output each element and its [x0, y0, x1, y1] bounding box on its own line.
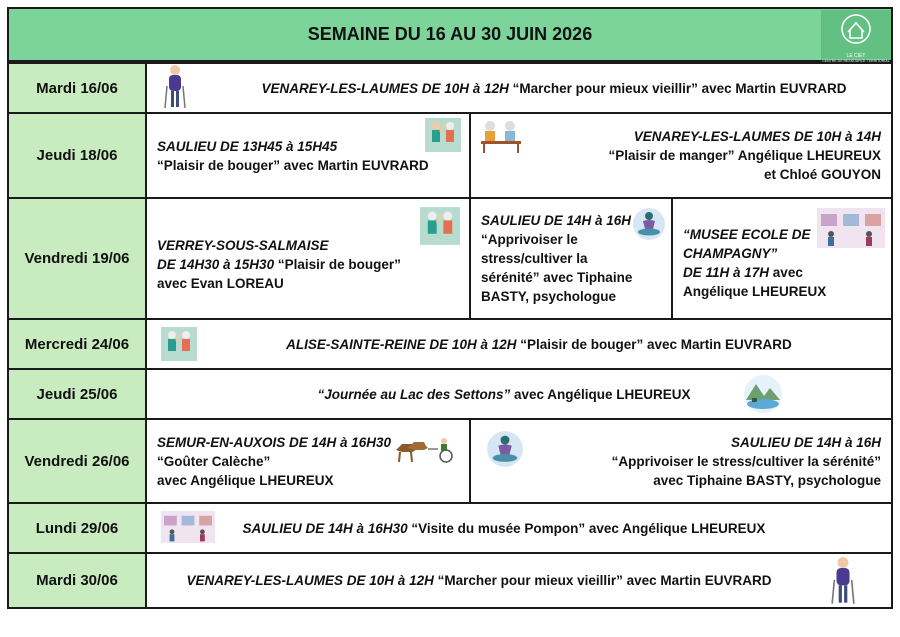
event-description: avec	[769, 264, 803, 280]
event-location: VENAREY-LES-LAUMES DE 10H à 12H	[261, 80, 509, 96]
event-location: “Journée au Lac des Settons”	[317, 386, 511, 402]
event-description: avec Angélique LHEUREUX	[510, 386, 691, 402]
logo	[821, 10, 891, 63]
event-location: “MUSEE ECOLE DE	[683, 226, 811, 242]
event-description: sérénité” avec Tiphaine	[481, 270, 633, 285]
event-description: “Plaisir de manger” Angélique LHEUREUX	[608, 148, 881, 163]
elderly-walker-icon	[830, 556, 856, 606]
horse-carriage-icon	[394, 436, 456, 464]
event-description: “Plaisir de bouger” avec Martin EUVRARD	[516, 336, 792, 352]
day-cell: Vendredi 19/06	[7, 197, 147, 320]
event-description: stress/cultiver la	[481, 251, 588, 266]
day-cell: Lundi 29/06	[7, 502, 147, 554]
event-description: et Chloé GOUYON	[763, 167, 881, 182]
event-time: DE 11H à 17H	[683, 264, 770, 280]
event-description: “Apprivoiser le stress/cultiver la sérénité”	[611, 453, 881, 469]
event-location: VENAREY-LES-LAUMES DE 10H à 14H	[633, 129, 881, 144]
event-host: Angélique LHEUREUX	[683, 283, 827, 299]
event-location: SAULIEU DE 13H45 à 15H45	[157, 138, 338, 154]
event-cell	[145, 502, 893, 554]
event-location: VERREY-SOUS-SALMAISE	[157, 238, 329, 253]
day-cell: Jeudi 18/06	[7, 112, 147, 199]
dining-icon	[478, 118, 524, 154]
event-location: ALISE-SAINTE-REINE DE 10H à 12H	[286, 336, 517, 352]
lake-landscape-icon	[742, 374, 784, 414]
day-cell: Mercredi 24/06	[7, 318, 147, 370]
house-logo-icon	[821, 10, 891, 48]
logo-subtitle: CENTRE DE RESSOURCE TERRITORIAL	[822, 59, 890, 63]
event-description: “Marcher pour mieux vieillir” avec Martin EUVRARD	[433, 573, 772, 588]
event-cell	[145, 112, 471, 199]
day-cell: Jeudi 25/06	[7, 368, 147, 420]
exercise-icon	[161, 326, 197, 362]
event-time: DE 14H30 à 15H30	[157, 257, 275, 272]
day-cell: Vendredi 26/06	[7, 418, 147, 504]
event-cell	[469, 418, 893, 504]
page-title-bar	[7, 7, 893, 62]
event-cell	[145, 62, 893, 114]
event-location: SAULIEU DE 14H à 16H	[481, 213, 632, 228]
event-location: CHAMPAGNY”	[683, 245, 778, 261]
event-description: “Goûter Calèche”	[157, 453, 271, 469]
logo-name: LE CIET	[846, 53, 866, 59]
event-description: “Marcher pour mieux vieillir” avec Martin EUVRARD	[508, 80, 847, 96]
event-description: “Plaisir de bouger” avec Martin EUVRARD	[157, 157, 429, 173]
day-cell: Mardi 16/06	[7, 62, 147, 114]
exercise-icon	[425, 118, 461, 152]
event-host: avec Angélique LHEUREUX	[157, 472, 334, 488]
day-cell: Mardi 30/06	[7, 552, 147, 609]
event-cell	[469, 112, 893, 199]
event-description: “Apprivoiser le	[481, 232, 578, 247]
event-location: SAULIEU DE 14H à 16H30	[242, 520, 408, 536]
event-host: BASTY, psychologue	[481, 289, 617, 304]
elderly-walker-icon	[163, 64, 187, 110]
event-description: “Visite du musée Pompon” avec Angélique LHEUREUX	[407, 520, 766, 536]
museum-icon	[817, 208, 885, 248]
event-host: avec Tiphaine BASTY, psychologue	[653, 472, 881, 488]
event-location: SAULIEU DE 14H à 16H	[730, 434, 881, 450]
meditation-icon	[632, 207, 666, 241]
event-location: SEMUR-EN-AUXOIS DE 14H à 16H30	[157, 434, 392, 450]
event-location: VENAREY-LES-LAUMES DE 10H à 12H	[186, 573, 434, 588]
event-host: avec Evan LOREAU	[157, 276, 284, 291]
event-cell	[145, 318, 893, 370]
meditation-icon	[486, 430, 524, 468]
exercise-icon	[420, 206, 460, 246]
page-title: SEMAINE DU 16 AU 30 JUIN 2026	[307, 24, 593, 44]
event-description: “Plaisir de bouger”	[274, 257, 401, 272]
museum-icon	[157, 511, 219, 543]
event-cell	[145, 552, 893, 609]
